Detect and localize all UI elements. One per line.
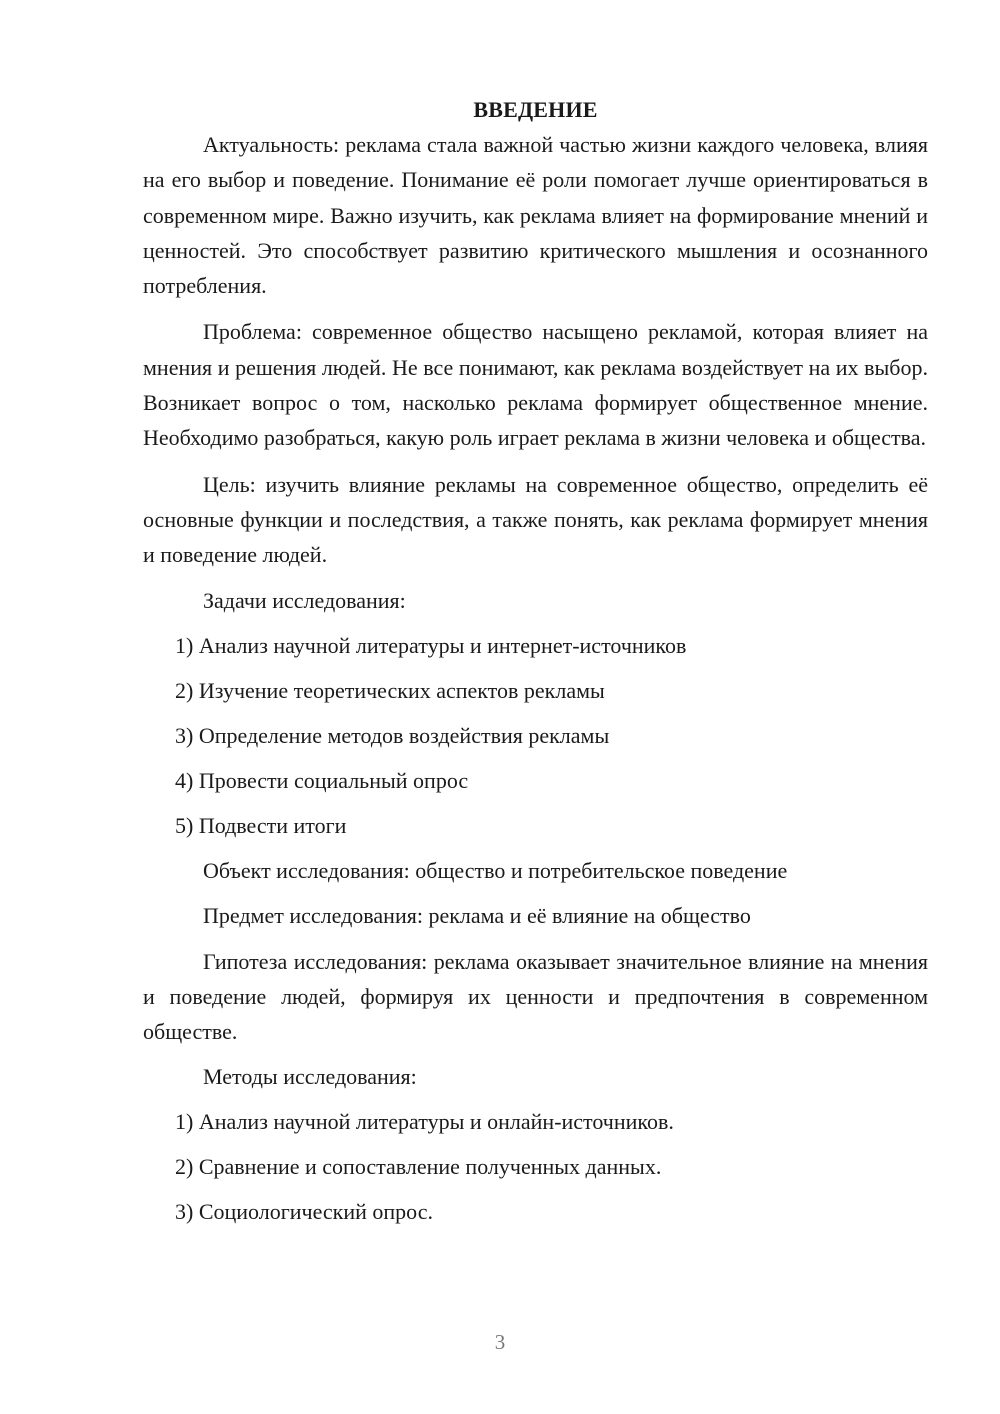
task-item: 4) Провести социальный опрос — [175, 767, 469, 793]
task-item: 2) Изучение теоретических аспектов рекламы — [175, 677, 605, 703]
tasks-heading: Задачи исследования: — [203, 587, 406, 613]
page-title: ВВЕДЕНИЕ — [473, 97, 598, 122]
problem-paragraph: Проблема: современное общество насыщено рекламой, которая влияет на мнения и решения людей. Не все понимают, как реклама воздействует на их выбор. Возникает вопрос о том, насколько реклама формирует общественное мнение. Необходимо разобраться, какую роль играет реклама в жизни человека и общества. — [143, 319, 928, 451]
task-item: 5) Подвести итоги — [175, 812, 347, 838]
methods-heading: Методы исследования: — [203, 1064, 417, 1090]
method-item: 1) Анализ научной литературы и онлайн-источников. — [175, 1109, 674, 1135]
subject-line: Предмет исследования: реклама и её влияние на общество — [203, 902, 751, 928]
object-line: Объект исследования: общество и потребительское поведение — [203, 857, 788, 883]
methods-list — [143, 1104, 928, 1229]
tasks-list — [143, 628, 928, 843]
method-item: 3) Социологический опрос. — [175, 1199, 433, 1225]
hypothesis-paragraph: Гипотеза исследования: реклама оказывает значительное влияние на мнения и поведение людей, формируя их ценности и предпочтения в современном обществе. — [143, 948, 928, 1045]
goal-paragraph: Цель: изучить влияние рекламы на современное общество, определить её основные функции и последствия, а также понять, как реклама формирует мнения и поведение людей. — [143, 471, 928, 568]
task-item: 1) Анализ научной литературы и интернет-источников — [175, 632, 687, 658]
relevance-paragraph: Актуальность: реклама стала важной частью жизни каждого человека, влияя на его выбор и поведение. Понимание её роли помогает лучше ориентироваться в современном мире. Важно изучить, как реклама влияет на формирование мнений и ценностей. Это способствует развитию критического мышления и осознанного потребления. — [143, 132, 928, 299]
page-content — [143, 92, 928, 1229]
method-item: 2) Сравнение и сопоставление полученных данных. — [175, 1154, 662, 1180]
page-number: 3 — [494, 1330, 506, 1354]
task-item: 3) Определение методов воздействия рекламы — [175, 722, 610, 748]
